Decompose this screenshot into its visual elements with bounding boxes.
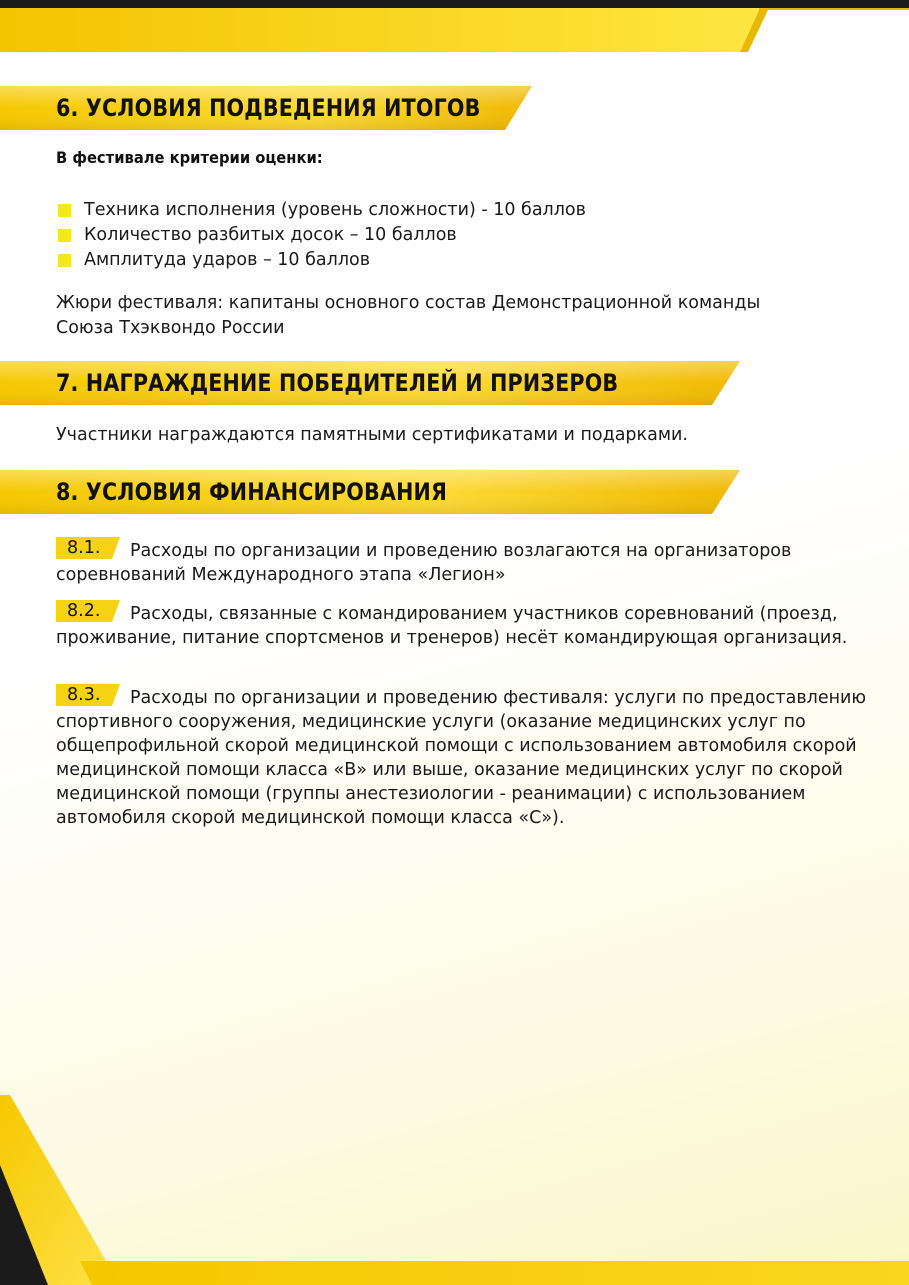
jury-paragraph (56, 291, 876, 341)
financing-item-8-3 (56, 684, 876, 830)
list-item: Техника исполнения (уровень сложности) - 10 баллов (56, 198, 586, 223)
section-6-banner (0, 86, 540, 130)
bottom-decoration (0, 1245, 909, 1285)
awards-paragraph: Участники награждаются памятными сертификатами и подарками. (56, 425, 688, 445)
number-badge: 8.3. (56, 684, 120, 706)
financing-item-text: Расходы, связанные с командированием участников соревнований (проезд, проживание, питание спортсменов и тренеров) несёт командирующая организация. (56, 604, 848, 648)
bullet-square-icon (58, 229, 71, 242)
financing-item-text: Расходы по организации и проведению фестиваля: услуги по предоставлению спортивного сооружения, медицинские услуги (оказание медицинских услуг по общепрофильной скорой медицинской помощи с использованием автомобиля скорой медицинской помощи класса «В» или выше, оказание медицинских услуг по скорой медицинской помощи (группы анестезиологии - реанимации) с использованием автомобиля скорой медицинской помощи класса «С»). (56, 688, 867, 828)
section-7-banner (0, 361, 745, 405)
list-item: Количество разбитых досок – 10 баллов (56, 223, 586, 248)
section-8-banner (0, 470, 745, 514)
financing-item-8-1 (56, 537, 876, 587)
number-badge: 8.2. (56, 600, 120, 622)
criteria-list (56, 198, 586, 273)
financing-item-text: Расходы по организации и проведению возлагаются на организаторов соревнований Международного этапа «Легион» (56, 541, 792, 585)
jury-line-1: Жюри фестиваля: капитаны основного состав Демонстрационной команды (56, 293, 761, 313)
section-6-heading: 6. УСЛОВИЯ ПОДВЕДЕНИЯ ИТОГОВ (56, 94, 481, 122)
financing-item-8-2 (56, 600, 876, 650)
top-decoration (0, 0, 909, 60)
section-8-heading: 8. УСЛОВИЯ ФИНАНСИРОВАНИЯ (56, 478, 448, 506)
section-7-heading: 7. НАГРАЖДЕНИЕ ПОБЕДИТЕЛЕЙ И ПРИЗЕРОВ (56, 369, 619, 397)
bullet-square-icon (58, 254, 71, 267)
number-badge: 8.1. (56, 537, 120, 559)
list-item: Амплитуда ударов – 10 баллов (56, 248, 586, 273)
bullet-square-icon (58, 204, 71, 217)
criteria-heading: В фестивале критерии оценки: (56, 148, 323, 167)
jury-line-2: Союза Тхэквондо России (56, 318, 285, 338)
